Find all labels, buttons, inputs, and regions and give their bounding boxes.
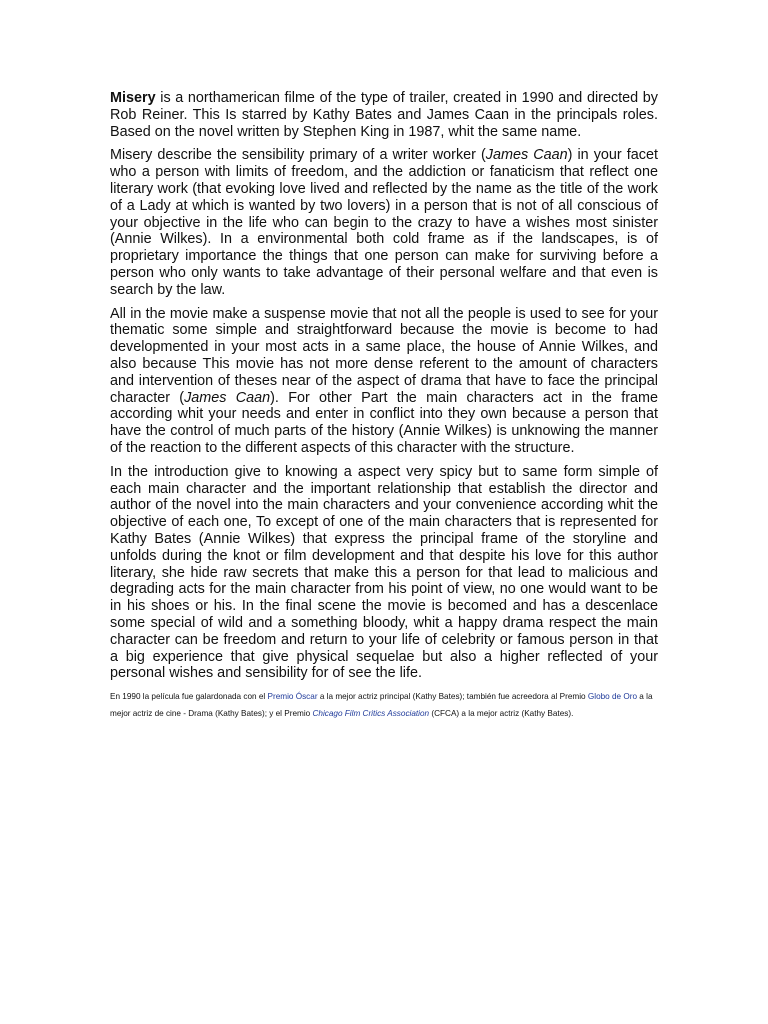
paragraph-text: ). For other Part the main characters act in the frame according whit your needs and enter in conflict into they own because a person that have the control of much parts of the history (Annie Wilkes) is unknowing the manner of the reaction to the different aspects of this character with the structure. — [110, 389, 658, 456]
actor-name: James Caan — [184, 389, 271, 406]
actor-name: James Caan — [485, 147, 568, 164]
document-body — [110, 90, 658, 722]
footnote-text: a la mejor actriz de cine - Drama (Kathy Bates); y el Premio — [110, 692, 653, 718]
link-globo-de-oro[interactable]: Globo de Oro — [587, 692, 638, 702]
title-word: Misery — [110, 90, 156, 106]
paragraph-intro — [110, 90, 658, 140]
awards-footnote — [110, 689, 658, 722]
paragraph-text: In the introduction give to knowing a aspect very spicy but to same form simple of each main character and the important relationship that establish the director and author of the novel into the main characters and your convenience according whit the objective of each one, To except of one of the main characters that is represented for Kathy Bates (Annie Wilkes) that express the principal frame of the storyline and unfolds during the knot or film development and that despite his love for this author literary, she hide raw secrets that make this a person for that lead to malicious and degrading acts for the main character from his point of view, no one would want to be in his shoes or his. In the final scene the movie is becomed and has a descenlace some special of wild and a something bloody, whit a happy drama respect the main character can be freedom and return to your life of celebrity or famous person in that a big experience that give physical sequelae but also a higher reflected of your personal wishes and sensibility for of see the life. — [110, 463, 658, 682]
paragraph-introduction — [110, 464, 658, 682]
paragraph-suspense — [110, 306, 658, 457]
footnote-text: (CFCA) a la mejor actriz (Kathy Bates). — [429, 708, 574, 718]
paragraph-text: All in the movie make a suspense movie that not all the people is used to see for your thematic some simple and straightforward because the movie is become to had developmented in your most acts in a same place, the house of Annie Wilkes, and also because This movie has not more dense referent to the amount of characters and intervention of theses near of the aspect of drama that have to face the principal character ( — [110, 305, 658, 406]
footnote-text: a la mejor actriz principal (Kathy Bates); también fue acreedora al Premio — [317, 692, 588, 702]
link-premio-oscar[interactable]: Premio Óscar — [267, 692, 318, 702]
paragraph-text: Misery describe the sensibility primary of a writer worker ( — [110, 147, 486, 164]
paragraph-text: is a northamerican filme of the type of trailer, created in 1990 and directed by Rob Reiner. This Is starred by Kathy Bates and James Caan in the principals roles. Based on the novel written by Stephen King in 1987, whit the same name. — [110, 90, 658, 140]
paragraph-text: ) in your facet who a person with limits of freedom, and the addiction or fanaticism that reflect one literary work (that evoking love lived and reflected by the name as the title of the work of a Lady at which is wanted by two lovers) in a person that is not of all conscious of your objective in the life who can begin to the crazy to have a wishes most sinister (Annie Wilkes). In a environmental both cold frame as if the landscapes, is of proprietary importance the things that one person can make for surviving before a person who only wants to take advantage of their personal welfare and that even is search by the law. — [110, 147, 658, 298]
paragraph-sensibility — [110, 147, 658, 298]
footnote-text: En 1990 la película fue galardonada con el — [110, 692, 268, 702]
link-chicago-film-critics[interactable]: Chicago Film Critics Association — [312, 708, 430, 718]
